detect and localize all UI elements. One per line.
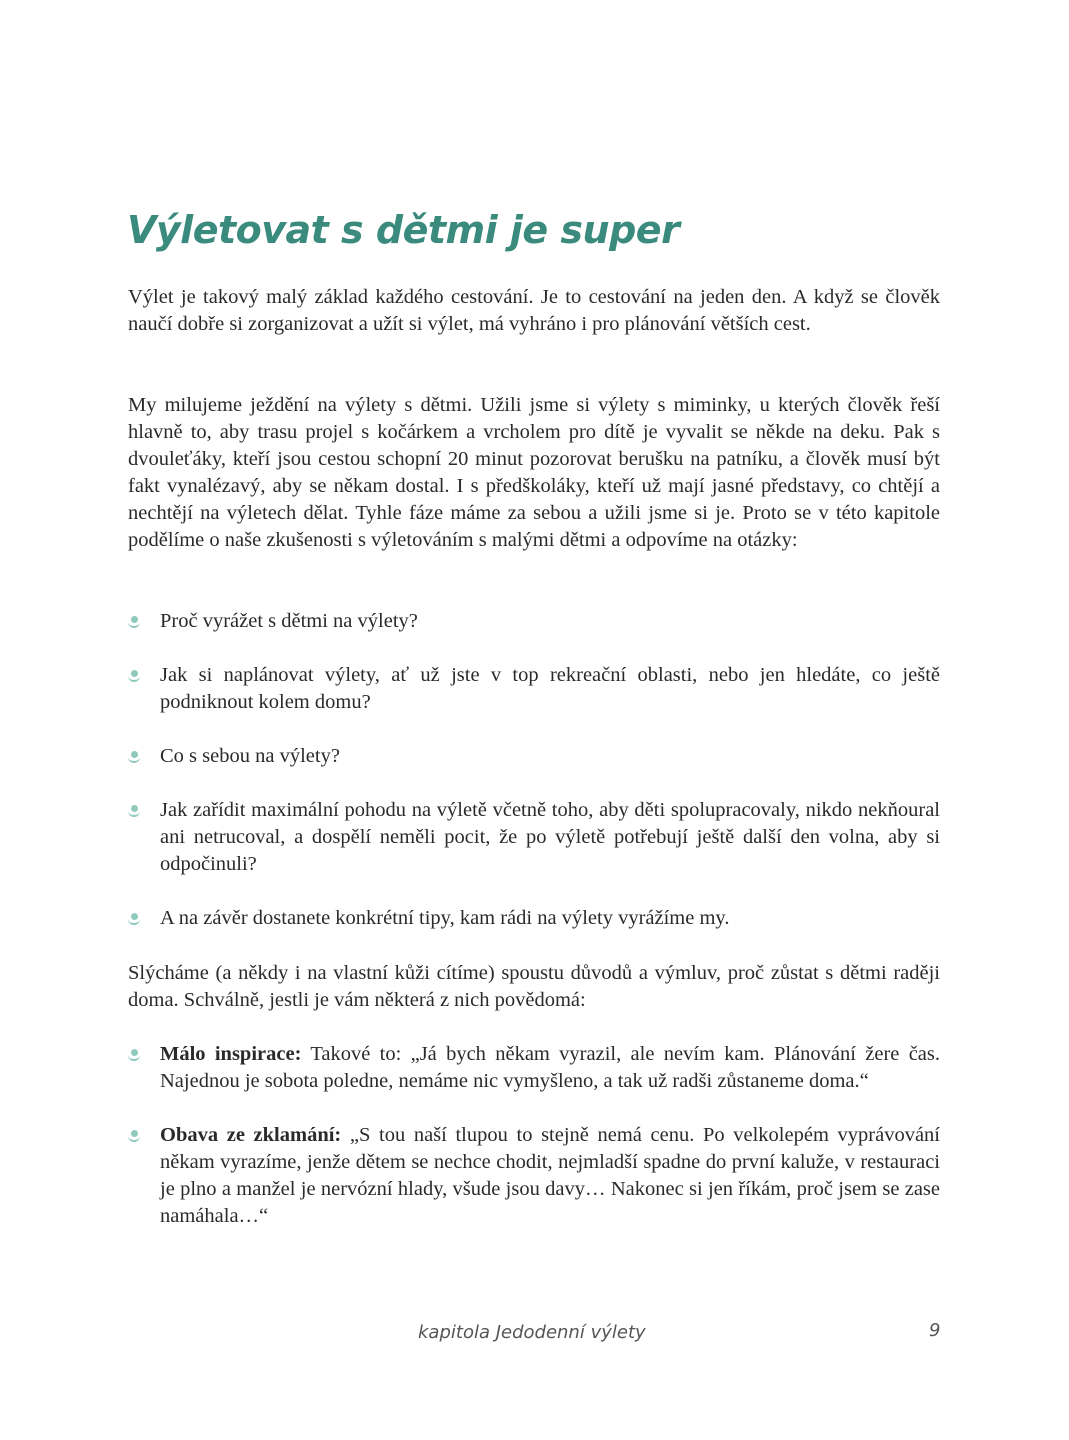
excuse-text: Takové to: „Já bych někam vyrazil, ale nevím kam. Plánování žere čas. Najednou je sobota poledne, nemáme nic vymyšleno, a tak už radši zůstaneme doma.“: [160, 1043, 940, 1092]
list-item: [128, 797, 940, 878]
list-item: [128, 1122, 940, 1230]
list-item: [128, 743, 940, 770]
excuse-text: „S tou naší tlupou to stejně nemá cenu. Po velkolepém vyprávování někam vyrazíme, jenže dětem se nechce chodit, nejmladší spadne do první kaluže, v restauraci je plno a manžel je nervózní hlady, všude jsou davy… Nakonec si jen říkám, proč jsem se zase namáhala…“: [160, 1124, 940, 1227]
bullet-icon: [128, 670, 140, 683]
excuse-label: Málo inspirace:: [160, 1043, 302, 1065]
list-item-text: Jak si naplánovat výlety, ať už jste v top rekreační oblasti, nebo jen hledáte, co ještě podniknout kolem domu?: [160, 664, 940, 713]
list-item-text: Proč vyrážet s dětmi na výlety?: [160, 610, 418, 632]
bullet-icon: [128, 616, 140, 629]
bullet-icon: [128, 913, 140, 926]
list-item: [128, 608, 940, 635]
intro-paragraph: Výlet je takový malý základ každého cestování. Je to cestování na jeden den. A když se člověk naučí dobře si zorganizovat a užít si výlet, má vyhráno i pro plánování větších cest.: [128, 286, 940, 335]
experience-paragraph: My milujeme ježdění na výlety s dětmi. Užili jsme si výlety s miminky, u kterých člověk řeší hlavně to, aby trasu projel s kočárkem a vrcholem pro dítě je vyvalit se někde na deku. Pak s dvouleťáky, kteří jsou cestou schopní 20 minut pozorovat berušku na patníku, a člověk musí být fakt vynalézavý, aby se někam dostal. I s předškoláky, kteří už mají jasné představy, co chtějí a nechtějí na výletech dělat. Tyhle fáze máme za sebou a užili jsme si je. Proto se v této kapitole podělíme o naše zkušenosti s výletováním s malými dětmi a odpovíme na otázky:: [128, 394, 940, 551]
bullet-icon: [128, 1049, 140, 1062]
questions-list: [128, 608, 940, 959]
list-item-text: A na závěr dostanete konkrétní tipy, kam rádi na výlety vyrážíme my.: [160, 907, 730, 929]
list-item: [128, 1041, 940, 1095]
page-number: 9: [929, 1320, 941, 1341]
bullet-icon: [128, 1130, 140, 1143]
list-item-text: Co s sebou na výlety?: [160, 745, 340, 767]
bullet-icon: [128, 751, 140, 764]
list-item: [128, 905, 940, 932]
excuse-label: Obava ze zklamání:: [160, 1124, 342, 1146]
list-item-text: Jak zařídit maximální pohodu na výletě včetně toho, aby děti spolupracovaly, nikdo nekňoural ani netrucoval, a dospělí neměli pocit, že po výletě potřebují ještě další den volna, aby si odpočinuli?: [160, 799, 940, 875]
list-item: [128, 662, 940, 716]
excuses-intro-paragraph: Slýcháme (a někdy i na vlastní kůži cítíme) spoustu důvodů a výmluv, proč zůstat s dětmi raději doma. Schválně, jestli je vám některá z nich povědomá:: [128, 962, 940, 1011]
excuses-list: [128, 1041, 940, 1257]
footer-chapter: kapitola Jedodenní výlety: [418, 1322, 646, 1343]
page-title: Výletovat s dětmi je super: [127, 208, 680, 252]
bullet-icon: [128, 805, 140, 818]
